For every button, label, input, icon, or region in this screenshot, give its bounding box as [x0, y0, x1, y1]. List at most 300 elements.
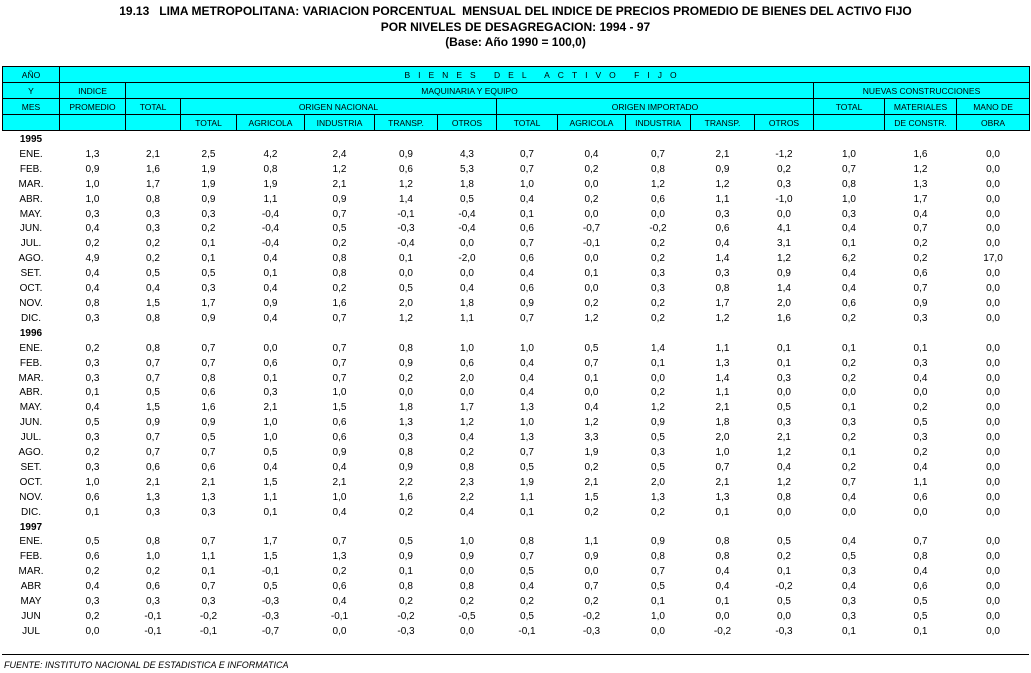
- value-cell: 1,3: [399, 417, 413, 429]
- value-cell: 0,2: [842, 357, 856, 369]
- value-cell: 0,8: [651, 551, 665, 563]
- value-cell: 1,2: [460, 417, 474, 429]
- value-cell: 0,0: [986, 357, 1000, 369]
- value-cell: 0,1: [777, 566, 791, 578]
- value-cell: 1,0: [842, 148, 856, 160]
- value-cell: 0,3: [201, 506, 216, 518]
- value-cell: 1,5: [332, 402, 347, 414]
- value-cell: 1,3: [85, 148, 100, 160]
- month-label: SET.: [20, 461, 42, 473]
- value-cell: 0,8: [715, 551, 730, 563]
- value-cell: 0,9: [201, 312, 216, 324]
- value-cell: 0,5: [651, 461, 665, 473]
- value-cell: 2,0: [399, 297, 413, 309]
- value-cell: 1,3: [715, 357, 730, 369]
- table-row: [3, 148, 1030, 163]
- value-cell: 0,8: [715, 536, 730, 548]
- empty-cell: [375, 521, 438, 536]
- value-cell: 0,7: [332, 312, 347, 324]
- value-cell: 1,7: [715, 297, 730, 309]
- value-cell: 1,8: [460, 297, 474, 309]
- month-label: MAY.: [19, 402, 43, 414]
- value-cell: 0,2: [842, 312, 856, 324]
- value-cell: 0,1: [520, 208, 534, 220]
- header-importado-industria: INDUSTRIA: [626, 115, 691, 131]
- value-cell: 0,0: [85, 625, 100, 637]
- value-cell: 0,3: [85, 208, 100, 220]
- value-cell: 0,3: [842, 208, 856, 220]
- value-cell: 0,3: [85, 596, 100, 608]
- value-cell: 0,4: [913, 208, 928, 220]
- value-cell: -0,3: [397, 223, 415, 235]
- value-cell: 0,2: [85, 447, 100, 459]
- value-cell: 0,4: [85, 283, 100, 295]
- month-label: SET.: [20, 268, 42, 280]
- value-cell: 0,0: [777, 611, 791, 622]
- value-cell: 1,3: [520, 432, 534, 444]
- value-cell: 0,9: [332, 447, 347, 459]
- value-cell: 0,0: [842, 387, 856, 399]
- value-cell: 1,5: [584, 491, 599, 503]
- value-cell: -0,1: [199, 625, 218, 637]
- month-label: MAY: [20, 596, 42, 608]
- value-cell: 1,0: [520, 178, 534, 190]
- value-cell: 1,1: [520, 491, 534, 503]
- value-cell: 0,1: [399, 566, 413, 578]
- value-cell: 1,2: [584, 417, 599, 429]
- header-importado-agricola: AGRICOLA: [558, 115, 626, 131]
- month-label: JUL.: [20, 238, 42, 250]
- value-cell: 0,7: [715, 461, 730, 473]
- value-cell: 0,2: [584, 193, 599, 205]
- table-row: [3, 342, 1030, 357]
- value-cell: -0,1: [261, 566, 280, 578]
- value-cell: 0,4: [715, 238, 730, 250]
- empty-cell: [60, 521, 126, 536]
- value-cell: 0,1: [651, 596, 665, 608]
- value-cell: 1,7: [913, 193, 928, 205]
- empty-cell: [375, 327, 438, 342]
- value-cell: 0,8: [85, 297, 100, 309]
- value-cell: 0,3: [201, 283, 216, 295]
- value-cell: 0,0: [986, 596, 1000, 608]
- table-row: [3, 372, 1030, 387]
- value-cell: 0,4: [842, 223, 856, 235]
- empty-cell: [305, 131, 375, 148]
- value-cell: 0,2: [651, 238, 665, 250]
- value-cell: 0,8: [146, 193, 160, 205]
- value-cell: 0,0: [986, 491, 1000, 503]
- value-cell: 0,2: [651, 297, 665, 309]
- value-cell: 1,1: [715, 342, 730, 354]
- value-cell: 0,9: [399, 461, 413, 473]
- value-cell: 2,4: [332, 148, 347, 160]
- value-cell: 1,9: [263, 178, 278, 190]
- value-cell: 0,9: [399, 357, 413, 369]
- value-cell: 0,4: [263, 253, 278, 265]
- value-cell: 0,3: [399, 432, 413, 444]
- value-cell: 0,8: [399, 581, 413, 593]
- value-cell: 0,0: [651, 625, 665, 637]
- value-cell: 0,7: [520, 312, 534, 324]
- value-cell: 0,0: [986, 148, 1000, 160]
- value-cell: 0,6: [332, 581, 347, 593]
- month-label: ABR: [20, 581, 42, 593]
- value-cell: -0,2: [582, 611, 601, 622]
- value-cell: 0,6: [85, 491, 100, 503]
- value-cell: 0,3: [85, 432, 100, 444]
- value-cell: 0,4: [85, 581, 100, 593]
- source-note: FUENTE: INSTITUTO NACIONAL DE ESTADISTICA E INFORMATICA: [4, 660, 289, 670]
- header-indice: INDICE: [60, 83, 126, 99]
- table-row: [3, 267, 1030, 282]
- value-cell: 0,3: [777, 372, 791, 384]
- value-cell: 0,0: [986, 312, 1000, 324]
- value-cell: -0,3: [261, 596, 280, 608]
- value-cell: 2,0: [460, 372, 474, 384]
- value-cell: 0,0: [986, 551, 1000, 563]
- value-cell: 0,5: [651, 432, 665, 444]
- empty-cell: [957, 327, 1030, 342]
- month-label: ENE.: [19, 342, 43, 354]
- header-obra: OBRA: [957, 115, 1030, 131]
- empty-cell: [691, 327, 755, 342]
- value-cell: 0,4: [913, 461, 928, 473]
- header-anio: AÑO: [3, 67, 60, 83]
- value-cell: 0,5: [201, 432, 216, 444]
- value-cell: 0,7: [520, 163, 534, 175]
- value-cell: 0,0: [986, 536, 1000, 548]
- empty-cell: [755, 521, 814, 536]
- value-cell: 0,6: [913, 491, 928, 503]
- value-cell: 0,3: [777, 178, 791, 190]
- value-cell: 1,6: [913, 148, 928, 160]
- value-cell: 0,7: [146, 447, 160, 459]
- value-cell: 1,2: [777, 447, 791, 459]
- header-bienes-activo-fijo: BIENES DEL ACTIVO FIJO: [60, 67, 1030, 83]
- value-cell: 0,6: [715, 223, 730, 235]
- value-cell: 0,0: [460, 238, 474, 250]
- value-cell: 0,4: [520, 372, 534, 384]
- value-cell: -0,2: [713, 625, 732, 637]
- year-row: [3, 327, 1030, 342]
- table-row: [3, 476, 1030, 491]
- table-row: [3, 550, 1030, 565]
- value-cell: 0,4: [842, 536, 856, 548]
- value-cell: 0,1: [913, 625, 928, 637]
- value-cell: 0,2: [913, 253, 928, 265]
- value-cell: 0,3: [85, 312, 100, 324]
- value-cell: 0,9: [520, 297, 534, 309]
- value-cell: -0,7: [261, 625, 280, 637]
- value-cell: 1,2: [584, 312, 599, 324]
- header-origen-importado: ORIGEN IMPORTADO: [497, 99, 814, 115]
- value-cell: 0,2: [584, 596, 599, 608]
- value-cell: 0,7: [332, 372, 347, 384]
- table-row: [3, 178, 1030, 193]
- month-label: FEB.: [19, 357, 43, 369]
- value-cell: 2,1: [715, 402, 730, 414]
- value-cell: 0,6: [651, 193, 665, 205]
- value-cell: 0,9: [715, 163, 730, 175]
- value-cell: 0,3: [842, 611, 856, 622]
- empty-cell: [126, 521, 181, 536]
- value-cell: 0,2: [201, 223, 216, 235]
- value-cell: 0,3: [85, 372, 100, 384]
- value-cell: 0,6: [146, 581, 160, 593]
- value-cell: 0,3: [913, 312, 928, 324]
- value-cell: 0,0: [986, 342, 1000, 354]
- value-cell: 1,1: [913, 476, 928, 488]
- month-label: MAR.: [18, 566, 44, 578]
- empty-cell: [375, 131, 438, 148]
- value-cell: 0,2: [85, 566, 100, 578]
- table-header: [3, 67, 1030, 131]
- value-cell: 0,7: [913, 283, 928, 295]
- value-cell: 0,8: [146, 536, 160, 548]
- value-cell: 0,2: [777, 163, 791, 175]
- value-cell: 0,0: [584, 387, 599, 399]
- value-cell: 0,7: [146, 357, 160, 369]
- month-label: ABR.: [19, 193, 43, 205]
- month-label: JUN.: [19, 223, 43, 235]
- empty-cell: [438, 131, 497, 148]
- month-label: NOV.: [19, 491, 43, 503]
- value-cell: 0,6: [201, 461, 216, 473]
- value-cell: 0,3: [651, 447, 665, 459]
- value-cell: 4,1: [777, 223, 791, 235]
- month-label: JUL: [22, 625, 40, 637]
- value-cell: 1,5: [263, 551, 278, 563]
- value-cell: 1,1: [263, 491, 278, 503]
- value-cell: 1,0: [85, 193, 100, 205]
- value-cell: 0,0: [986, 223, 1000, 235]
- value-cell: 0,2: [584, 506, 599, 518]
- value-cell: 0,7: [332, 536, 347, 548]
- value-cell: 0,1: [85, 506, 100, 518]
- value-cell: 0,6: [520, 253, 534, 265]
- value-cell: 0,4: [842, 268, 856, 280]
- value-cell: 0,5: [842, 551, 856, 563]
- table-row: [3, 610, 1030, 625]
- value-cell: 0,3: [146, 223, 160, 235]
- header-importado-total: TOTAL: [497, 115, 558, 131]
- value-cell: 1,7: [201, 297, 216, 309]
- value-cell: 0,5: [520, 611, 534, 622]
- value-cell: 1,4: [715, 372, 730, 384]
- value-cell: 0,0: [715, 611, 730, 622]
- value-cell: -0,2: [199, 611, 218, 622]
- value-cell: 1,0: [85, 178, 100, 190]
- value-cell: 0,6: [399, 163, 413, 175]
- value-cell: 0,4: [520, 193, 534, 205]
- value-cell: 0,0: [460, 625, 474, 637]
- value-cell: -1,2: [775, 148, 793, 160]
- value-cell: 0,0: [986, 506, 1000, 518]
- value-cell: 0,5: [777, 596, 791, 608]
- empty-cell: [814, 327, 885, 342]
- value-cell: 0,3: [913, 432, 928, 444]
- value-cell: 2,3: [460, 476, 474, 488]
- value-cell: 0,0: [986, 432, 1000, 444]
- value-cell: 1,0: [460, 536, 474, 548]
- value-cell: 0,1: [842, 447, 856, 459]
- value-cell: 1,0: [651, 611, 665, 622]
- month-label: JUN: [21, 611, 41, 622]
- value-cell: 0,7: [332, 342, 347, 354]
- value-cell: 2,1: [201, 476, 216, 488]
- empty-cell: [885, 521, 957, 536]
- value-cell: 0,2: [584, 163, 599, 175]
- value-cell: 0,0: [986, 402, 1000, 414]
- value-cell: 0,8: [263, 163, 278, 175]
- header-blank: [126, 115, 181, 131]
- empty-cell: [558, 521, 626, 536]
- value-cell: 0,3: [201, 208, 216, 220]
- value-cell: 0,9: [651, 536, 665, 548]
- value-cell: 1,2: [913, 163, 928, 175]
- empty-cell: [60, 131, 126, 148]
- table-row: [3, 237, 1030, 252]
- value-cell: 0,1: [520, 506, 534, 518]
- value-cell: -0,4: [261, 238, 280, 250]
- value-cell: 0,4: [520, 268, 534, 280]
- value-cell: 0,1: [777, 357, 791, 369]
- value-cell: 0,1: [263, 268, 278, 280]
- value-cell: 0,4: [913, 566, 928, 578]
- value-cell: 0,4: [715, 581, 730, 593]
- value-cell: 4,2: [263, 148, 278, 160]
- header-nacional-otros: OTROS: [438, 115, 497, 131]
- value-cell: 0,7: [913, 223, 928, 235]
- value-cell: 5,3: [460, 163, 474, 175]
- empty-cell: [814, 131, 885, 148]
- value-cell: 1,4: [777, 283, 791, 295]
- value-cell: 0,2: [85, 238, 100, 250]
- value-cell: -2,0: [458, 253, 476, 265]
- value-cell: 0,8: [460, 461, 474, 473]
- title-line-2: POR NIVELES DE DESAGREGACION: 1994 - 97: [380, 19, 651, 34]
- value-cell: 0,5: [651, 581, 665, 593]
- value-cell: 0,3: [715, 268, 730, 280]
- table-row: [3, 312, 1030, 327]
- value-cell: 0,0: [777, 506, 791, 518]
- value-cell: 0,0: [584, 283, 599, 295]
- empty-cell: [438, 327, 497, 342]
- value-cell: -0,1: [518, 625, 536, 637]
- table-row: [3, 208, 1030, 223]
- value-cell: 0,2: [913, 238, 928, 250]
- value-cell: 2,0: [715, 432, 730, 444]
- value-cell: 0,3: [85, 461, 100, 473]
- value-cell: 1,2: [715, 312, 730, 324]
- empty-cell: [957, 131, 1030, 148]
- value-cell: 0,4: [263, 312, 278, 324]
- value-cell: 0,7: [842, 476, 856, 488]
- value-cell: 0,7: [201, 581, 216, 593]
- value-cell: 1,4: [715, 253, 730, 265]
- value-cell: 0,5: [913, 417, 928, 429]
- value-cell: 1,9: [201, 163, 216, 175]
- value-cell: 0,5: [777, 402, 791, 414]
- value-cell: 0,4: [85, 268, 100, 280]
- value-cell: 1,0: [715, 447, 730, 459]
- value-cell: 0,0: [986, 625, 1000, 637]
- header-origen-nacional: ORIGEN NACIONAL: [181, 99, 497, 115]
- value-cell: 0,2: [332, 238, 347, 250]
- value-cell: 1,5: [263, 476, 278, 488]
- table-row: [3, 625, 1030, 640]
- value-cell: 0,8: [399, 447, 413, 459]
- value-cell: 0,0: [986, 297, 1000, 309]
- month-label: ENE.: [19, 536, 43, 548]
- empty-cell: [755, 327, 814, 342]
- value-cell: 0,4: [520, 357, 534, 369]
- value-cell: 1,2: [332, 163, 347, 175]
- value-cell: 0,4: [146, 283, 160, 295]
- value-cell: 0,2: [842, 372, 856, 384]
- value-cell: -0,2: [649, 223, 667, 235]
- value-cell: 0,0: [986, 163, 1000, 175]
- value-cell: 0,4: [520, 581, 534, 593]
- value-cell: 0,6: [460, 357, 474, 369]
- value-cell: 0,3: [146, 596, 160, 608]
- empty-cell: [957, 521, 1030, 536]
- empty-cell: [305, 327, 375, 342]
- value-cell: 2,2: [399, 476, 413, 488]
- value-cell: 0,2: [777, 551, 791, 563]
- value-cell: 0,0: [913, 506, 928, 518]
- empty-cell: [626, 327, 691, 342]
- value-cell: 0,9: [399, 148, 413, 160]
- value-cell: 0,2: [332, 566, 347, 578]
- value-cell: 2,1: [777, 432, 791, 444]
- value-cell: 0,2: [85, 611, 100, 622]
- value-cell: 1,2: [777, 253, 791, 265]
- value-cell: 1,9: [584, 447, 599, 459]
- table-row: [3, 401, 1030, 416]
- value-cell: 0,0: [842, 506, 856, 518]
- value-cell: 0,5: [913, 611, 928, 622]
- value-cell: 0,5: [263, 447, 278, 459]
- empty-cell: [305, 521, 375, 536]
- value-cell: 0,5: [201, 268, 216, 280]
- value-cell: -0,4: [397, 238, 415, 250]
- value-cell: 0,3: [913, 357, 928, 369]
- value-cell: 0,4: [332, 506, 347, 518]
- value-cell: 0,6: [201, 387, 216, 399]
- value-cell: 0,7: [520, 238, 534, 250]
- header-y: Y: [3, 83, 60, 99]
- empty-cell: [558, 327, 626, 342]
- value-cell: 0,1: [842, 625, 856, 637]
- month-label: JUN.: [19, 417, 43, 429]
- empty-cell: [497, 131, 558, 148]
- value-cell: 0,4: [460, 283, 474, 295]
- value-cell: -0,1: [144, 625, 162, 637]
- value-cell: 1,0: [332, 491, 347, 503]
- value-cell: 0,4: [263, 461, 278, 473]
- value-cell: -0,2: [397, 611, 415, 622]
- value-cell: -0,7: [582, 223, 601, 235]
- value-cell: 1,6: [201, 402, 216, 414]
- value-cell: 0,5: [460, 193, 474, 205]
- value-cell: 0,6: [332, 417, 347, 429]
- empty-cell: [237, 521, 305, 536]
- empty-cell: [691, 131, 755, 148]
- value-cell: 0,1: [715, 596, 730, 608]
- value-cell: 4,9: [85, 253, 100, 265]
